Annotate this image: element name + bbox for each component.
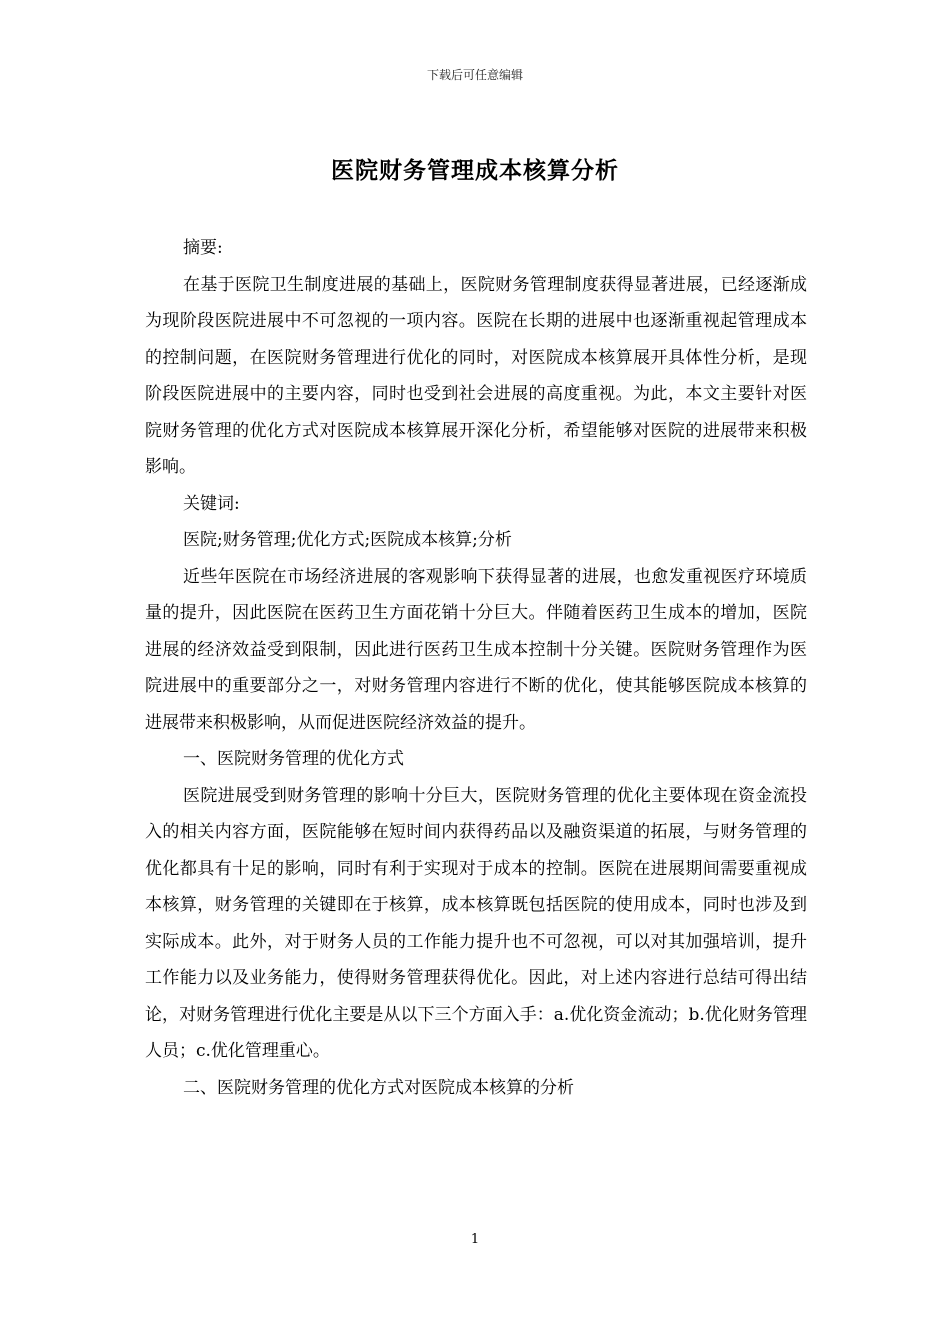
abstract-heading: 摘要: <box>183 238 223 258</box>
page-number: 1 <box>470 1232 480 1247</box>
keywords-heading: 关键词: <box>183 493 240 514</box>
document-title: 医院财务管理成本核算分析 <box>331 157 619 184</box>
document-body <box>145 230 807 1106</box>
intro-paragraph: 近些年医院在市场经济进展的客观影响下获得显著的进展，也愈发重视医疗环境质量的提升，因此医院在医药卫生方面花销十分巨大。伴随着医药卫生成本的增加，医院进展的经济效益受到限制，因此进行医药卫生成本控制十分关键。医院财务管理作为医院进展中的重要部分之一，对财务管理内容进行不断的优化，使其能够医院成本核算的进展带来积极影响，从而促进医院经济效益的提升。 <box>145 566 807 733</box>
abstract-paragraph: 在基于医院卫生制度进展的基础上，医院财务管理制度获得显著进展，已经逐渐成为现阶段医院进展中不可忽视的一项内容。医院在长期的进展中也逐渐重视起管理成本的控制问题，在医院财务管理进行优化的同时，对医院成本核算展开具体性分析，是现阶段医院进展中的主要内容，同时也受到社会进展的高度重视。为此，本文主要针对医院财务管理的优化方式对医院成本核算展开深化分析，希望能够对医院的进展带来积极影响。 <box>145 274 807 477</box>
section-1-paragraph: 医院进展受到财务管理的影响十分巨大，医院财务管理的优化主要体现在资金流投入的相关内容方面，医院能够在短时间内获得药品以及融资渠道的拓展，与财务管理的优化都具有十足的影响，同时有利于实现对于成本的控制。医院在进展期间需要重视成本核算，财务管理的关键即在于核算，成本核算既包括医院的使用成本，同时也涉及到实际成本。此外，对于财务人员的工作能力提升也不可忽视，可以对其加强培训，提升工作能力以及业务能力，使得财务管理获得优化。因此，对上述内容进行总结可得出结论，对财务管理进行优化主要是从以下三个方面入手：a.优化资金流动；b.优化财务管理人员；c.优化管理重心。 <box>145 785 807 1061</box>
section-heading-1: 一、医院财务管理的优化方式 <box>183 749 404 769</box>
section-heading-2: 二、医院财务管理的优化方式对医院成本核算的分析 <box>183 1077 574 1098</box>
keywords-list: 医院;财务管理;优化方式;医院成本核算;分析 <box>183 530 512 550</box>
page-header: 下载后可任意编辑 <box>426 68 523 82</box>
